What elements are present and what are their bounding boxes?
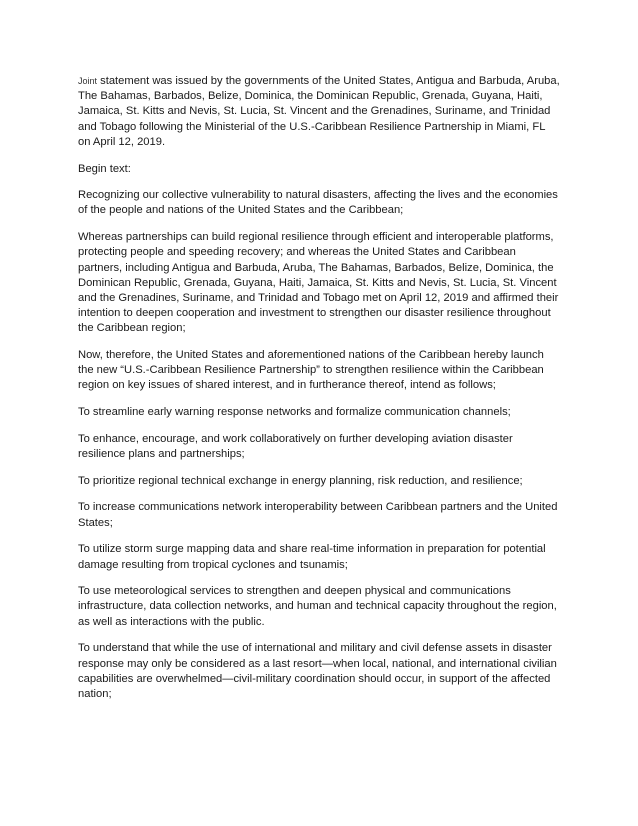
paragraph-increase: To increase communications network interoperability between Caribbean partners and the United States; [78,501,558,529]
paragraph-utilize: To utilize storm surge mapping data and share real-time information in preparation for potential damage resulting from tropical cyclones and tsunamis; [78,543,546,571]
paragraph-prioritize: To prioritize regional technical exchange in energy planning, risk reduction, and resilience; [78,474,523,487]
paragraph-understand: To understand that while the use of international and military and civil defense assets in disaster response may only be considered as a last resort—when local, national, and international civilian capabilities are overwhelmed—civil-military coordination should occur, in support of the affected nation; [78,642,557,700]
document-body [78,74,560,714]
paragraph-intro-text: statement was issued by the governments of the United States, Antigua and Barbuda, Aruba, The Bahamas, Barbados, Belize, Dominica, the Dominican Republic, Grenada, Guyana, Haiti, Jamaica, St. Kitts and Nevis, St. Lucia, St. Vincent and the Grenadines, Suriname, and Trinidad and Tobago following the Ministerial of the U.S.-Caribbean Resilience Partnership in Miami, FL on April 12, 2019. [78,75,560,148]
paragraph-begin-text: Begin text: [78,162,131,175]
intro-lead-word: Joint [78,76,98,86]
paragraph-intro [78,74,560,150]
paragraph-recognizing: Recognizing our collective vulnerability to natural disasters, affecting the lives and the economies of the people and nations of the United States and the Caribbean; [78,189,558,217]
paragraph-streamline: To streamline early warning response networks and formalize communication channels; [78,406,511,419]
paragraph-now-therefore: Now, therefore, the United States and aforementioned nations of the Caribbean hereby launch the new “U.S.-Caribbean Resilience Partnership” to strengthen resilience within the Caribbean region on key issues of shared interest, and in furtherance thereof, intend as follows; [78,349,544,392]
paragraph-enhance: To enhance, encourage, and work collaboratively on further developing aviation disaster resilience plans and partnerships; [78,432,513,461]
paragraph-whereas: Whereas partnerships can build regional resilience through efficient and interoperable platforms, protecting people and speeding recovery; and whereas the United States and Caribbean partners, including Antigua and Barbuda, Aruba, The Bahamas, Barbados, Belize, Dominica, the Dominican Republic, Grenada, Guyana, Haiti, Jamaica, St. Kitts and Nevis, St. Lucia, St. Vincent and the Grenadines, Suriname, and Trinidad and Tobago met on April 12, 2019 and affirmed their intention to deepen cooperation and investment to strengthen our disaster resilience throughout the Caribbean region; [78,231,559,335]
paragraph-meteorological: To use meteorological services to strengthen and deepen physical and communications infrastructure, data collection networks, and human and technical capacity throughout the region, as well as interactions with the public. [78,585,557,628]
